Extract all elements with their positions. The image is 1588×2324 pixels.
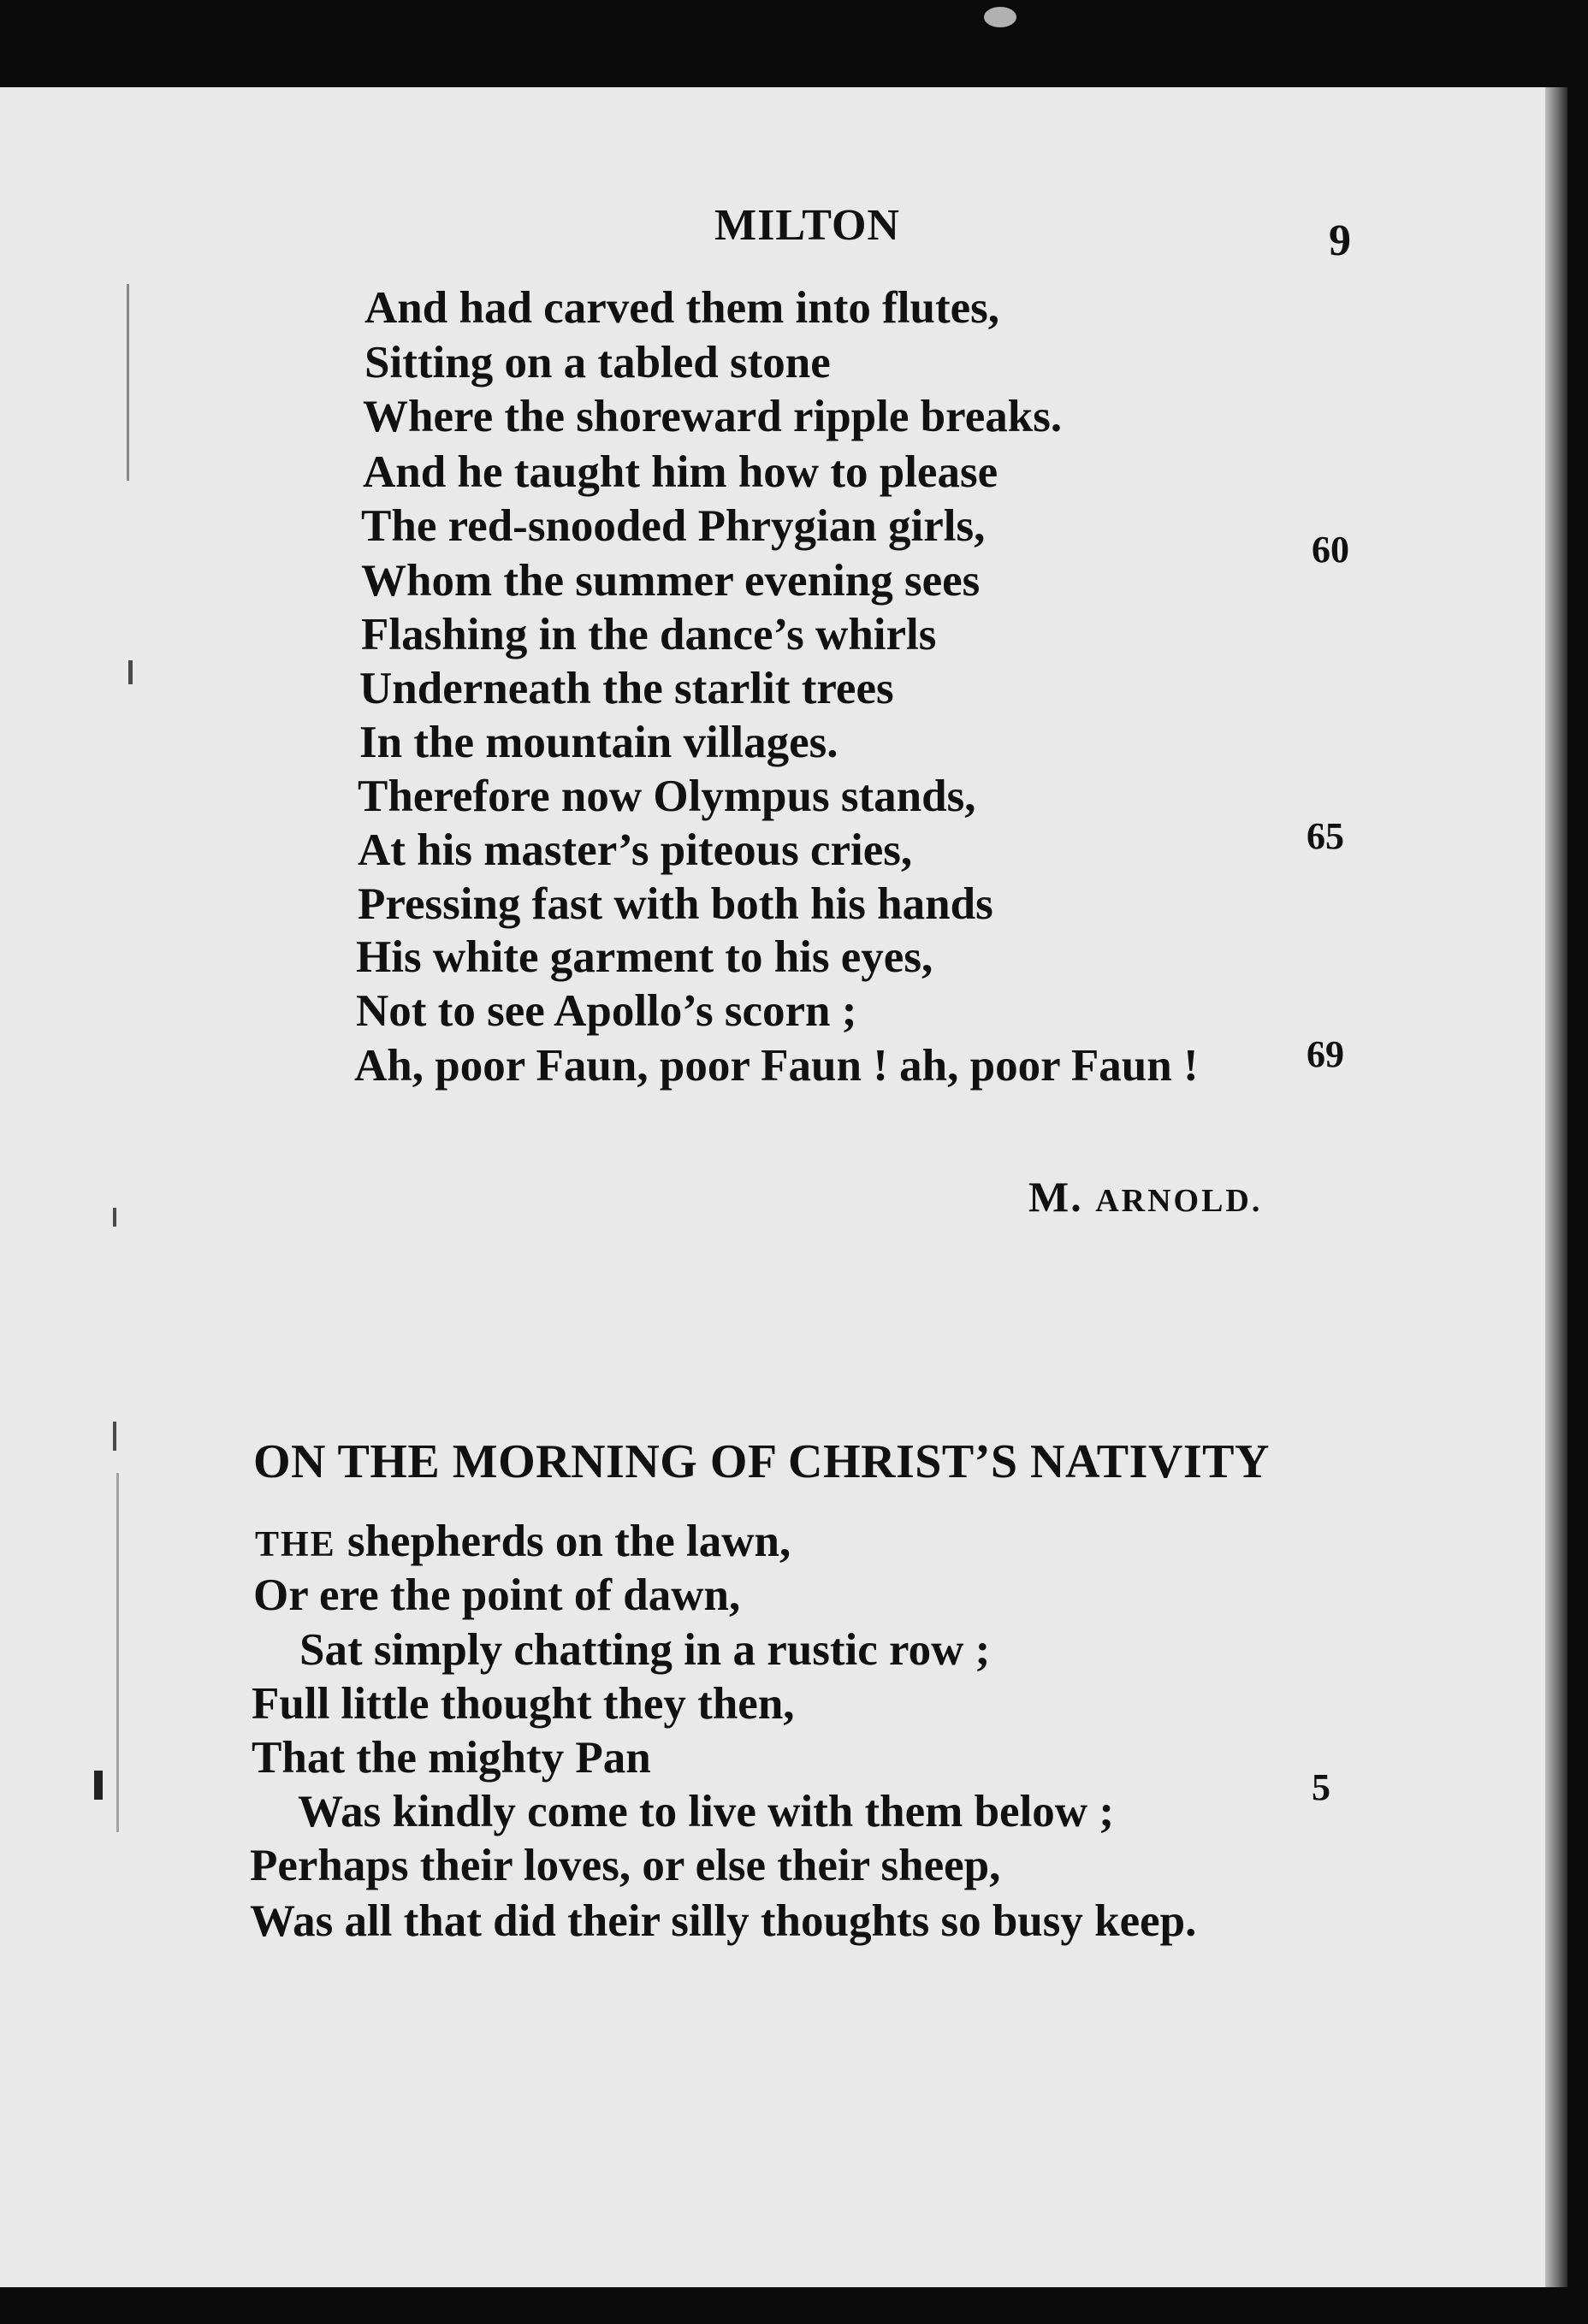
poem-line: That the mighty Pan [252,1733,651,1783]
poem-line: The red-snooded Phrygian girls, [361,501,986,551]
running-head: MILTON [714,201,900,250]
margin-artifact [113,1208,116,1227]
poem-line: In the mountain villages. [359,718,838,767]
poem-line: Pressing fast with both his hands [358,879,993,929]
drop-small-caps: THE [255,1525,336,1564]
line-number: 65 [1307,815,1344,857]
poem-line: Was kindly come to live with them below ; [298,1787,1114,1836]
first-line-rest: shepherds on the lawn, [335,1517,791,1566]
page-number: 9 [1329,216,1351,265]
margin-artifact [94,1771,103,1800]
poem-line: At his master’s piteous cries, [358,825,913,875]
poem-line [255,1519,791,1564]
author-attribution [1028,1172,1262,1221]
poem-line: Sat simply chatting in a rustic row ; [299,1625,991,1675]
top-speck [984,7,1016,27]
poem-line: Therefore now Olympus stands, [358,772,976,821]
poem-line: Underneath the starlit trees [359,664,894,713]
poem-line: His white garment to his eyes, [356,932,933,982]
poem-line: Full little thought they then, [252,1679,795,1729]
margin-artifact [113,1422,116,1451]
margin-artifact [116,1473,119,1832]
margin-artifact [127,284,129,481]
poem-line: Or ere the point of dawn, [253,1570,741,1620]
author-initial: M. [1028,1173,1083,1221]
line-number: 5 [1312,1766,1330,1808]
poem-line: Perhaps their loves, or else their sheep, [250,1841,1001,1890]
poem-line: Ah, poor Faun, poor Faun ! ah, poor Faun ! [354,1041,1199,1091]
poem-line: Not to see Apollo’s scorn ; [356,986,857,1036]
poem-line: Sitting on a tabled stone [364,338,831,387]
line-number: 60 [1312,529,1349,571]
poem-title: ON THE MORNING OF CHRIST’S NATIVITY [253,1435,1270,1488]
poem-line: And he taught him how to please [363,447,998,497]
poem-line: And had carved them into flutes, [364,283,1000,333]
line-number: 69 [1307,1033,1344,1075]
author-surname: ARNOLD. [1095,1183,1263,1219]
poem-line: Where the shoreward ripple breaks. [363,392,1063,441]
page-edge-shadow [1545,87,1567,2287]
margin-artifact [128,660,133,684]
poem-line: Was all that did their silly thoughts so busy keep. [250,1896,1197,1946]
book-page [0,87,1567,2287]
poem-line: Flashing in the dance’s whirls [361,610,937,659]
poem-line: Whom the summer evening sees [361,556,981,606]
